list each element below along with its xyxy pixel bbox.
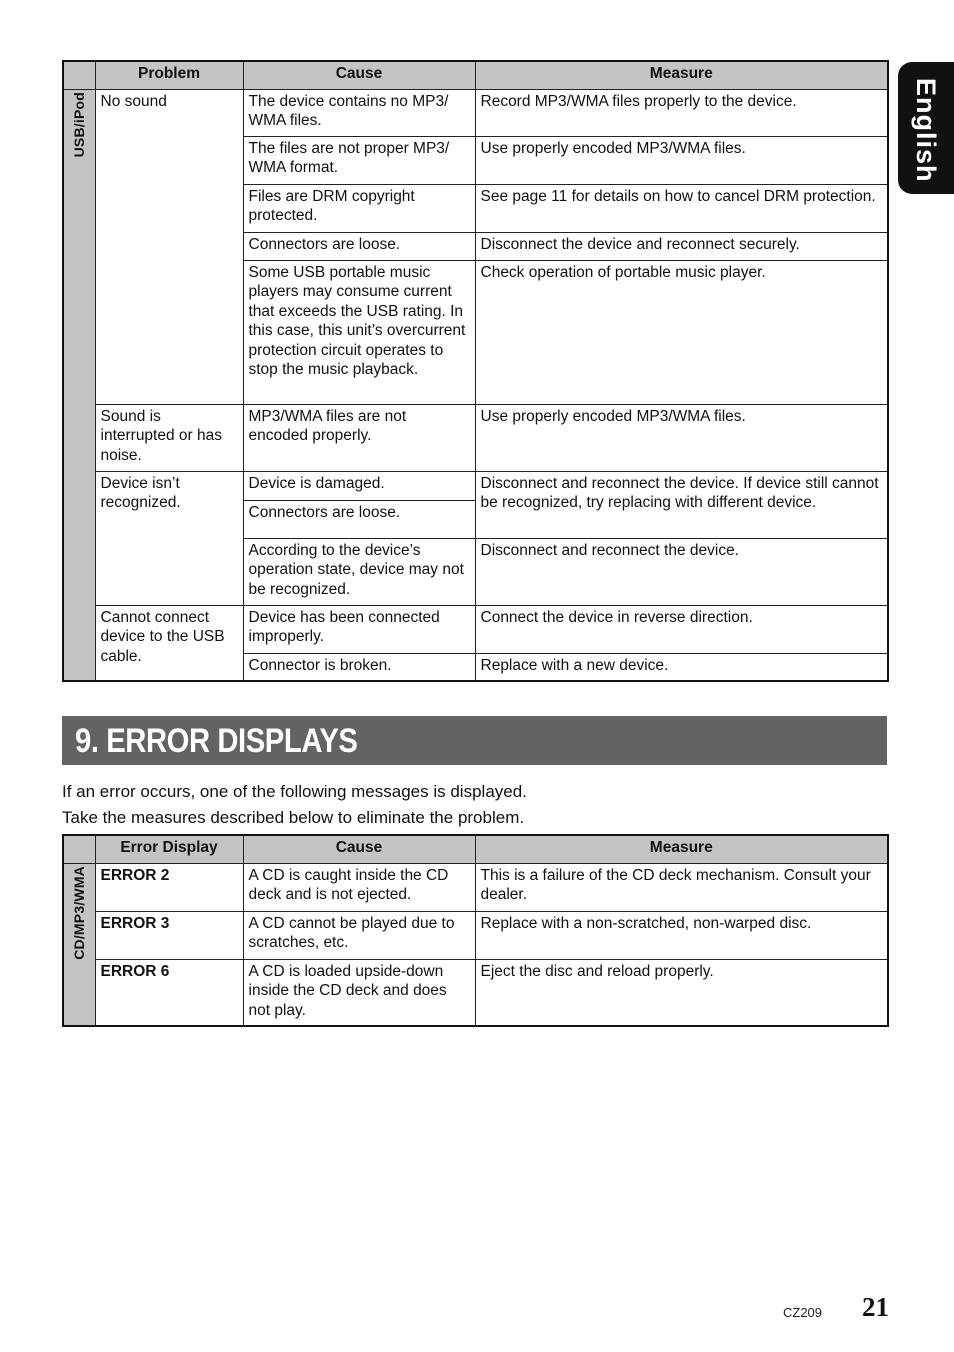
- measure-cell: Use properly encoded MP3/WMA files.: [475, 404, 888, 471]
- table-header-row: [63, 835, 888, 863]
- header-corner: [63, 61, 95, 89]
- problem-cell: No sound: [95, 89, 243, 404]
- table-row: [63, 911, 888, 959]
- header-error-display: Error Display: [95, 835, 243, 863]
- language-tab-label: English: [911, 78, 941, 183]
- table-row: [63, 89, 888, 136]
- measure-cell: Disconnect and reconnect the device.: [475, 538, 888, 605]
- language-tab: [898, 62, 954, 194]
- header-measure: Measure: [475, 61, 888, 89]
- header-corner: [63, 835, 95, 863]
- section-header-bar: [62, 716, 887, 765]
- measure-cell: This is a failure of the CD deck mechanism. Consult your dealer.: [475, 863, 888, 911]
- model-number: CZ209: [783, 1305, 823, 1320]
- measure-cell: See page 11 for details on how to cancel DRM protection.: [475, 184, 888, 232]
- table-row: [63, 605, 888, 653]
- header-measure: Measure: [475, 835, 888, 863]
- cause-cell: Some USB portable music players may consume current that exceeds the USB rating. In this case, this unit’s overcurrent protection circuit operates to stop the music playback.: [243, 260, 475, 404]
- error-display-table: [62, 834, 889, 1027]
- error-code-cell: ERROR 6: [95, 959, 243, 1026]
- header-cause: Cause: [243, 835, 475, 863]
- problem-cell: Device isn’t recognized.: [95, 471, 243, 605]
- cause-cell: Connector is broken.: [243, 653, 475, 681]
- cause-cell: A CD is caught inside the CD deck and is not ejected.: [243, 863, 475, 911]
- problem-cell: Cannot connect device to the USB cable.: [95, 605, 243, 681]
- cause-cell: According to the device’s operation state, device may not be recognized.: [243, 538, 475, 605]
- measure-cell: Replace with a new device.: [475, 653, 888, 681]
- troubleshooting-table: [62, 60, 889, 682]
- table-row: [63, 863, 888, 911]
- error-code-cell: ERROR 2: [95, 863, 243, 911]
- intro-text-line-1: If an error occurs, one of the following messages is displayed.: [62, 782, 527, 801]
- measure-cell: Use properly encoded MP3/WMA files.: [475, 136, 888, 184]
- measure-cell: Disconnect and reconnect the device. If device still cannot be recognized, try replacing with different device.: [475, 471, 888, 538]
- cause-cell: Device is damaged.: [243, 471, 475, 500]
- measure-cell: Record MP3/WMA files properly to the device.: [475, 89, 888, 136]
- cause-cell: Files are DRM copyright protected.: [243, 184, 475, 232]
- measure-cell: Eject the disc and reload properly.: [475, 959, 888, 1026]
- category-cell: [63, 863, 95, 1026]
- measure-cell: Check operation of portable music player.: [475, 260, 888, 404]
- problem-cell: Sound is interrupted or has noise.: [95, 404, 243, 471]
- cause-cell: The files are not proper MP3/ WMA format.: [243, 136, 475, 184]
- table-row: [63, 959, 888, 1026]
- header-problem: Problem: [95, 61, 243, 89]
- cause-cell: Connectors are loose.: [243, 500, 475, 538]
- category-label: CD/MP3/WMA: [70, 865, 87, 960]
- cause-cell: A CD cannot be played due to scratches, etc.: [243, 911, 475, 959]
- section-title: 9. ERROR DISPLAYS: [75, 722, 358, 760]
- cause-cell: MP3/WMA files are not encoded properly.: [243, 404, 475, 471]
- cause-cell: A CD is loaded upside-down inside the CD deck and does not play.: [243, 959, 475, 1026]
- category-cell: [63, 89, 95, 681]
- cause-cell: The device contains no MP3/ WMA files.: [243, 89, 475, 136]
- cause-cell: Device has been connected improperly.: [243, 605, 475, 653]
- measure-cell: Disconnect the device and reconnect securely.: [475, 232, 888, 260]
- table-row: [63, 404, 888, 471]
- table-header-row: [63, 61, 888, 89]
- page-number: 21: [862, 1292, 889, 1322]
- header-cause: Cause: [243, 61, 475, 89]
- table-row: [63, 471, 888, 500]
- measure-cell: Connect the device in reverse direction.: [475, 605, 888, 653]
- intro-text-line-2: Take the measures described below to eliminate the problem.: [62, 808, 525, 827]
- cause-cell: Connectors are loose.: [243, 232, 475, 260]
- error-code-cell: ERROR 3: [95, 911, 243, 959]
- category-label: USB/iPod: [70, 91, 87, 157]
- measure-cell: Replace with a non-scratched, non-warped disc.: [475, 911, 888, 959]
